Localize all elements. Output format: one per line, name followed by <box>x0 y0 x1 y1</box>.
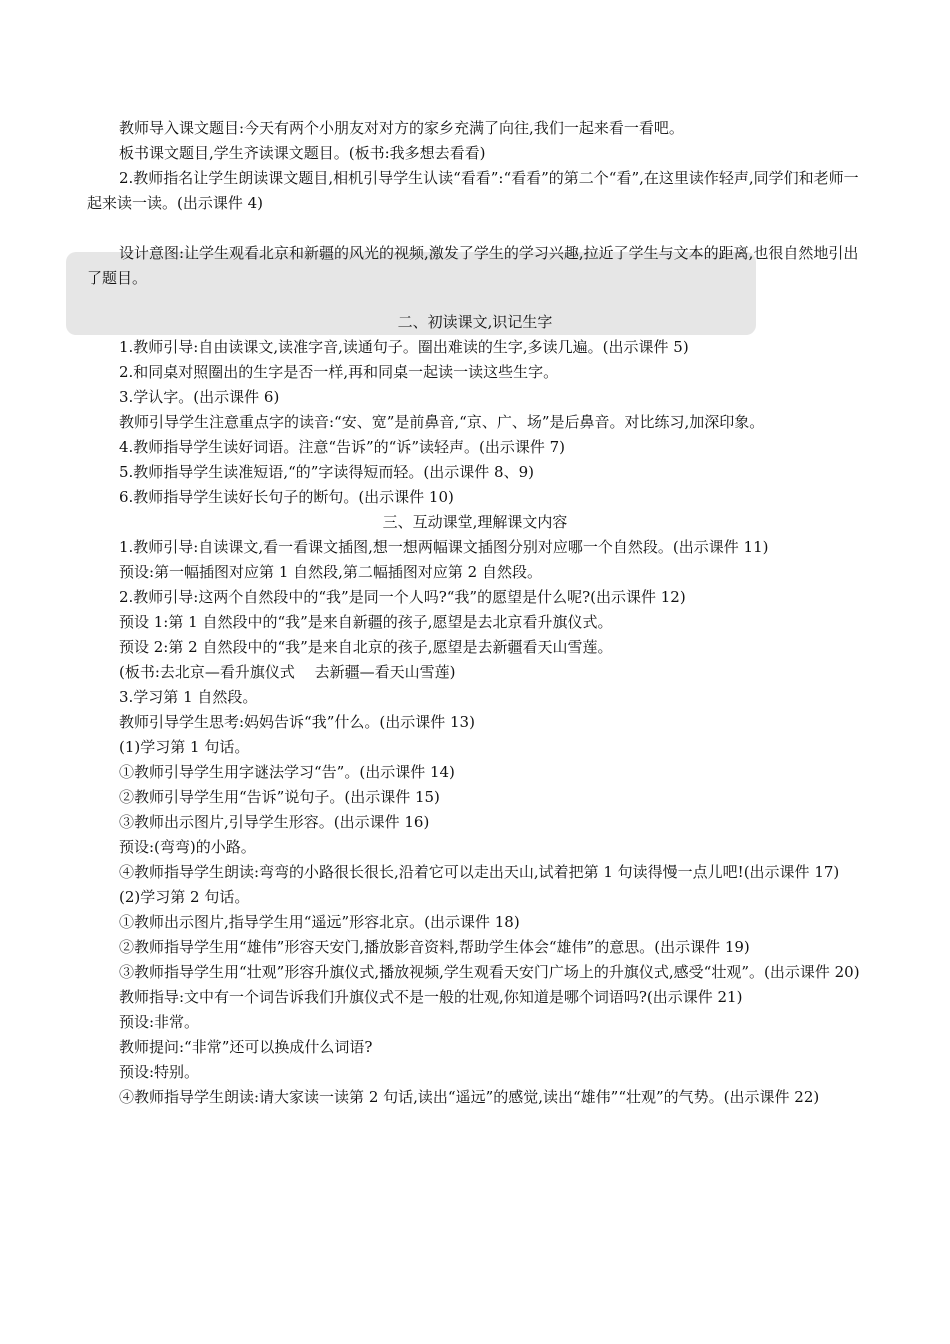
section3-item: 教师引导学生思考:妈妈告诉“我”什么。(出示课件 13) <box>119 713 475 731</box>
section3-item: ③教师出示图片,引导学生形容。(出示课件 16) <box>119 813 430 831</box>
intro-paragraph-3: 2.教师指名让学生朗读课文题目,相机引导学生认读“看看”:“看看”的第二个“看”,在这里读作轻声,同学们和老师一起来读一读。(出示课件 4) <box>87 169 859 212</box>
section3-item: 预设:非常。 <box>119 1013 200 1031</box>
section3-item: 教师提问:“非常”还可以换成什么词语? <box>119 1038 373 1056</box>
intro-paragraph-1: 教师导入课文题目:今天有两个小朋友对对方的家乡充满了向往,我们一起来看一看吧。 <box>119 119 684 137</box>
section3-item: 2.教师引导:这两个自然段中的“我”是同一个人吗?“我”的愿望是什么呢?(出示课件 12) <box>119 588 686 606</box>
section3-item: 1.教师引导:自读课文,看一看课文插图,想一想两幅课文插图分别对应哪一个自然段。(出示课件 11) <box>119 538 769 556</box>
section3-item: ②教师引导学生用“告诉”说句子。(出示课件 15) <box>119 788 440 806</box>
section2-item: 1.教师引导:自由读课文,读准字音,读通句子。圈出难读的生字,多读几遍。(出示课件 5) <box>119 338 689 356</box>
design-intent-paragraph: 设计意图:让学生观看北京和新疆的风光的视频,激发了学生的学习兴趣,拉近了学生与文本的距离,也很自然地引出了题目。 <box>87 244 859 287</box>
section3-item: 预设:特别。 <box>119 1063 200 1081</box>
section3-item: ①教师引导学生用字谜法学习“告”。(出示课件 14) <box>119 763 455 781</box>
spacer <box>87 291 863 310</box>
document-body <box>87 116 863 1110</box>
section3-item: 预设 2:第 2 自然段中的“我”是来自北京的孩子,愿望是去新疆看天山雪莲。 <box>119 638 613 656</box>
section2-item: 6.教师指导学生读好长句子的断句。(出示课件 10) <box>119 488 454 506</box>
section3-item: 预设:第一幅插图对应第 1 自然段,第二幅插图对应第 2 自然段。 <box>119 563 542 581</box>
section3-item: 预设:(弯弯)的小路。 <box>119 838 256 856</box>
section2-item: 3.学认字。(出示课件 6) <box>119 388 280 406</box>
section-heading-2: 二、初读课文,识记生字 <box>397 313 553 331</box>
section3-item: ②教师指导学生用“雄伟”形容天安门,播放影音资料,帮助学生体会“雄伟”的意思。(出示课件 19) <box>119 938 750 956</box>
intro-paragraph-2: 板书课文题目,学生齐读课文题目。(板书:我多想去看看) <box>119 144 486 162</box>
section3-item: (板书:去北京—看升旗仪式 去新疆—看天山雪莲) <box>119 663 456 681</box>
section3-item: ③教师指导学生用“壮观”形容升旗仪式,播放视频,学生观看天安门广场上的升旗仪式,感受“壮观”。(出示课件 20) <box>119 963 860 981</box>
section-heading-3: 三、互动课堂,理解课文内容 <box>382 513 568 531</box>
section3-item: ④教师指导学生朗读:弯弯的小路很长很长,沿着它可以走出天山,试着把第 1 句读得慢一点儿吧!(出示课件 17) <box>119 863 840 881</box>
section2-item: 教师引导学生注意重点字的读音:“安、宽”是前鼻音,“京、广、场”是后鼻音。对比练习,加深印象。 <box>119 413 765 431</box>
section3-item: 3.学习第 1 自然段。 <box>119 688 258 706</box>
section2-item: 4.教师指导学生读好词语。注意“告诉”的“诉”读轻声。(出示课件 7) <box>119 438 566 456</box>
spacer <box>87 216 863 241</box>
section3-item: (1)学习第 1 句话。 <box>119 738 250 756</box>
section3-item: 预设 1:第 1 自然段中的“我”是来自新疆的孩子,愿望是去北京看升旗仪式。 <box>119 613 613 631</box>
section2-item: 5.教师指导学生读准短语,“的”字读得短而轻。(出示课件 8、9) <box>119 463 534 481</box>
section3-item: ①教师出示图片,指导学生用“遥远”形容北京。(出示课件 18) <box>119 913 520 931</box>
section3-item: (2)学习第 2 句话。 <box>119 888 250 906</box>
section3-item: ④教师指导学生朗读:请大家读一读第 2 句话,读出“遥远”的感觉,读出“雄伟”“壮观”的气势。(出示课件 22) <box>119 1088 820 1106</box>
section2-item: 2.和同桌对照圈出的生字是否一样,再和同桌一起读一读这些生字。 <box>119 363 559 381</box>
section3-item: 教师指导:文中有一个词告诉我们升旗仪式不是一般的壮观,你知道是哪个词语吗?(出示课件 21) <box>119 988 743 1006</box>
